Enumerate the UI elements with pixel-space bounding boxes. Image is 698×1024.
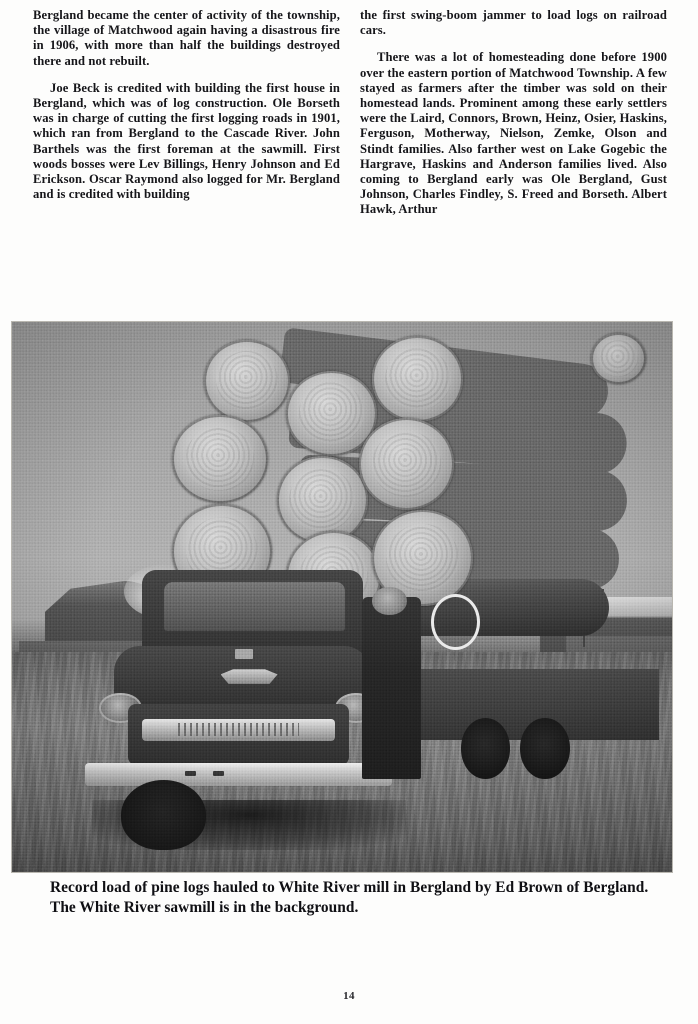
truck-bumper xyxy=(85,763,391,786)
paragraph: Bergland became the center of activity of the township, the village of Matchwood again having a disastrous fire in 1906, with more than half the buildings destroyed there and not rebuilt. xyxy=(33,8,340,68)
photo-content xyxy=(12,322,672,872)
rear-wheel xyxy=(520,718,570,779)
paragraph: the first swing-boom jammer to load logs on railroad cars. xyxy=(360,8,667,38)
front-wheel xyxy=(121,780,207,850)
paragraph: Joe Beck is credited with building the first house in Bergland, which was of log construction. Ole Borseth was in charge of cutting the first logging roads in 1901, which ran from Bergland to the Cascade River. John Barthels was the first foreman at the sawmill. First woods bosses were Lev Billings, Henry Johnson and Ed Erickson. Oscar Raymond also logged for Mr. Bergland and is credited with building xyxy=(33,80,340,202)
man-head xyxy=(372,587,406,615)
log-end xyxy=(359,418,455,510)
log-end xyxy=(372,336,463,421)
trailer-chassis xyxy=(382,669,659,741)
bumper-slot xyxy=(213,771,224,776)
log-end xyxy=(172,415,268,504)
right-column xyxy=(360,8,667,308)
grille-nameplate xyxy=(178,723,299,736)
man-standing xyxy=(362,597,421,779)
figure-caption: Record load of pine logs hauled to White River mill in Bergland by Ed Brown of Bergland. The White River sawmill is in the background. xyxy=(50,879,649,916)
paragraph: There was a lot of homesteading done before 1900 over the eastern portion of Matchwood Township. A few stayed as farmers after the timber was sold on their homestead lands. Prominent among these early settlers were the Laird, Connors, Brown, Heinz, Osier, Haskins, Ferguson, Motherway, Nielson, Zemke, Olson and Stindt families. Also farther west on Lake Gogebic the Hargrave, Haskins and Anderson families lived. Also coming to Bergland early was Ole Bergland, Gust Johnson, Charles Findley, S. Freed and Borseth. Albert Hawk, Arthur xyxy=(360,50,667,217)
figure-photograph xyxy=(12,322,672,872)
hood-badge xyxy=(235,649,253,659)
bumper-slot xyxy=(185,771,196,776)
truck-windshield xyxy=(164,582,346,632)
rear-wheel xyxy=(461,718,511,779)
log-end xyxy=(591,333,646,384)
spare-tire xyxy=(431,594,480,650)
body-text-columns xyxy=(33,8,667,308)
chevrolet-emblem xyxy=(221,669,278,684)
page-number: 14 xyxy=(343,990,355,1002)
log-end xyxy=(204,340,291,422)
left-column xyxy=(33,8,340,308)
